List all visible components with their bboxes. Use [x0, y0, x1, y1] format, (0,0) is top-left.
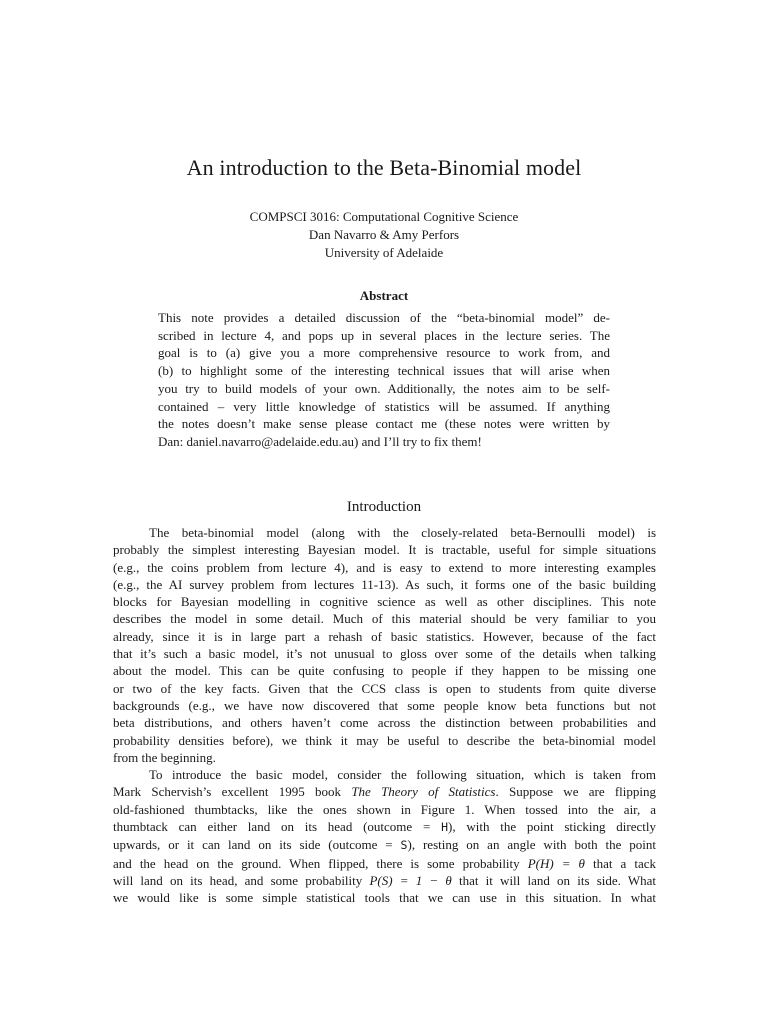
text-line: that it’s such a basic model, it’s not unusual to gloss over some of the details when talking [113, 646, 656, 662]
course-line: COMPSCI 3016: Computational Cognitive Science [249, 209, 519, 224]
math-expression: P(S) = 1 − θ [369, 872, 452, 888]
text-line: from the beginning. [113, 749, 216, 765]
abstract-line: goal is to (a) give you a more comprehensive resource to work from, and [158, 345, 610, 361]
text-span: Mark Schervish’s excellent 1995 book [113, 784, 352, 800]
text-line [113, 855, 656, 872]
text-line [113, 836, 656, 854]
section-heading-introduction: Introduction [346, 499, 422, 515]
text-line: beta distributions, and others haven’t come across the distinction between probabilities and [113, 715, 656, 731]
text-line: (e.g., the coins problem from lecture 4), and is easy to extend to more interesting examples [113, 559, 656, 575]
text-line: To introduce the basic model, consider the following situation, which is taken from [149, 767, 656, 783]
introduction-body [113, 524, 656, 907]
outcome-code-s: S [400, 838, 408, 853]
text-line [113, 783, 656, 800]
abstract-line: you try to build models of your own. Additionally, the notes aim to be self- [158, 380, 610, 396]
abstract-line: This note provides a detailed discussion of the “beta-binomial model” de- [158, 310, 610, 325]
abstract-line: (b) to highlight some of the interesting technical issues that will arise when [158, 363, 610, 379]
text-line: The beta-binomial model (along with the closely-related beta-Bernoulli model) is [149, 525, 656, 540]
text-line: we would like is some simple statistical tools that we can use in this situation. In what [113, 890, 656, 906]
outcome-code-h: H [441, 820, 448, 835]
text-line: probably the simplest interesting Bayesian model. It is tractable, useful for simple situations [113, 542, 656, 558]
abstract-heading: Abstract [359, 288, 409, 303]
affiliation: University of Adelaide [324, 245, 444, 260]
paragraph-1 [113, 524, 656, 766]
text-span: ), with the point sticking directly [448, 819, 657, 835]
text-line: or two of the key facts. Given that the CCS class is open to students from quite diverse [113, 680, 656, 696]
abstract-line: Dan: daniel.navarro@adelaide.edu.au) and I’ll try to fix them! [158, 433, 482, 449]
text-line: backgrounds (e.g., we have now discovered that some people know beta functions but not [113, 697, 656, 713]
text-line: already, since it is in large part a rehash of basic statistics. However, because of the fact [113, 628, 656, 644]
text-span: . Suppose we are flipping [495, 784, 657, 800]
text-line [113, 818, 656, 836]
book-title: The Theory of Statistics [351, 784, 496, 800]
text-span: that a tack [584, 855, 656, 871]
text-line: old-fashioned thumbtacks, like the ones shown in Figure 1. When tossed into the air, a [113, 801, 656, 817]
text-span: upwards, or it can land on its side (outcome = [113, 837, 401, 853]
text-line: probability densities before), we think it may be useful to describe the beta-binomial model [113, 732, 656, 748]
text-span: will land on its head, and some probability [113, 872, 370, 888]
abstract-line: scribed in lecture 4, and pops up in several places in the lecture series. The [158, 327, 610, 343]
text-line [113, 872, 656, 889]
text-line: blocks for Bayesian modelling in cognitive science as well as other disciplines. This note [113, 594, 656, 610]
text-span: ), resting on an angle with both the point [407, 837, 656, 853]
text-line: describes the model in some detail. Much of this material should be very familiar to you [113, 611, 656, 627]
text-span: that it will land on its side. What [451, 872, 657, 888]
text-line: about the model. This can be quite confusing to people if they happen to be missing one [113, 663, 656, 679]
text-line: (e.g., the AI survey problem from lectures 11-13). As such, it forms one of the basic building [113, 576, 656, 592]
text-span: and the head on the ground. When flipped, there is some probability [113, 855, 528, 871]
abstract-line: the notes doesn’t make sense please contact me (these notes were written by [158, 416, 610, 432]
paper-title: An introduction to the Beta-Binomial model [186, 155, 582, 180]
abstract-body [158, 309, 610, 451]
author-block [0, 208, 768, 262]
text-span: thumbtack can either land on its head (outcome = [113, 819, 442, 835]
math-expression: P(H) = θ [527, 855, 585, 871]
author-names: Dan Navarro & Amy Perfors [308, 227, 460, 242]
paragraph-2 [113, 766, 656, 906]
abstract-line: contained – very little knowledge of statistics will be assumed. If anything [158, 398, 610, 414]
